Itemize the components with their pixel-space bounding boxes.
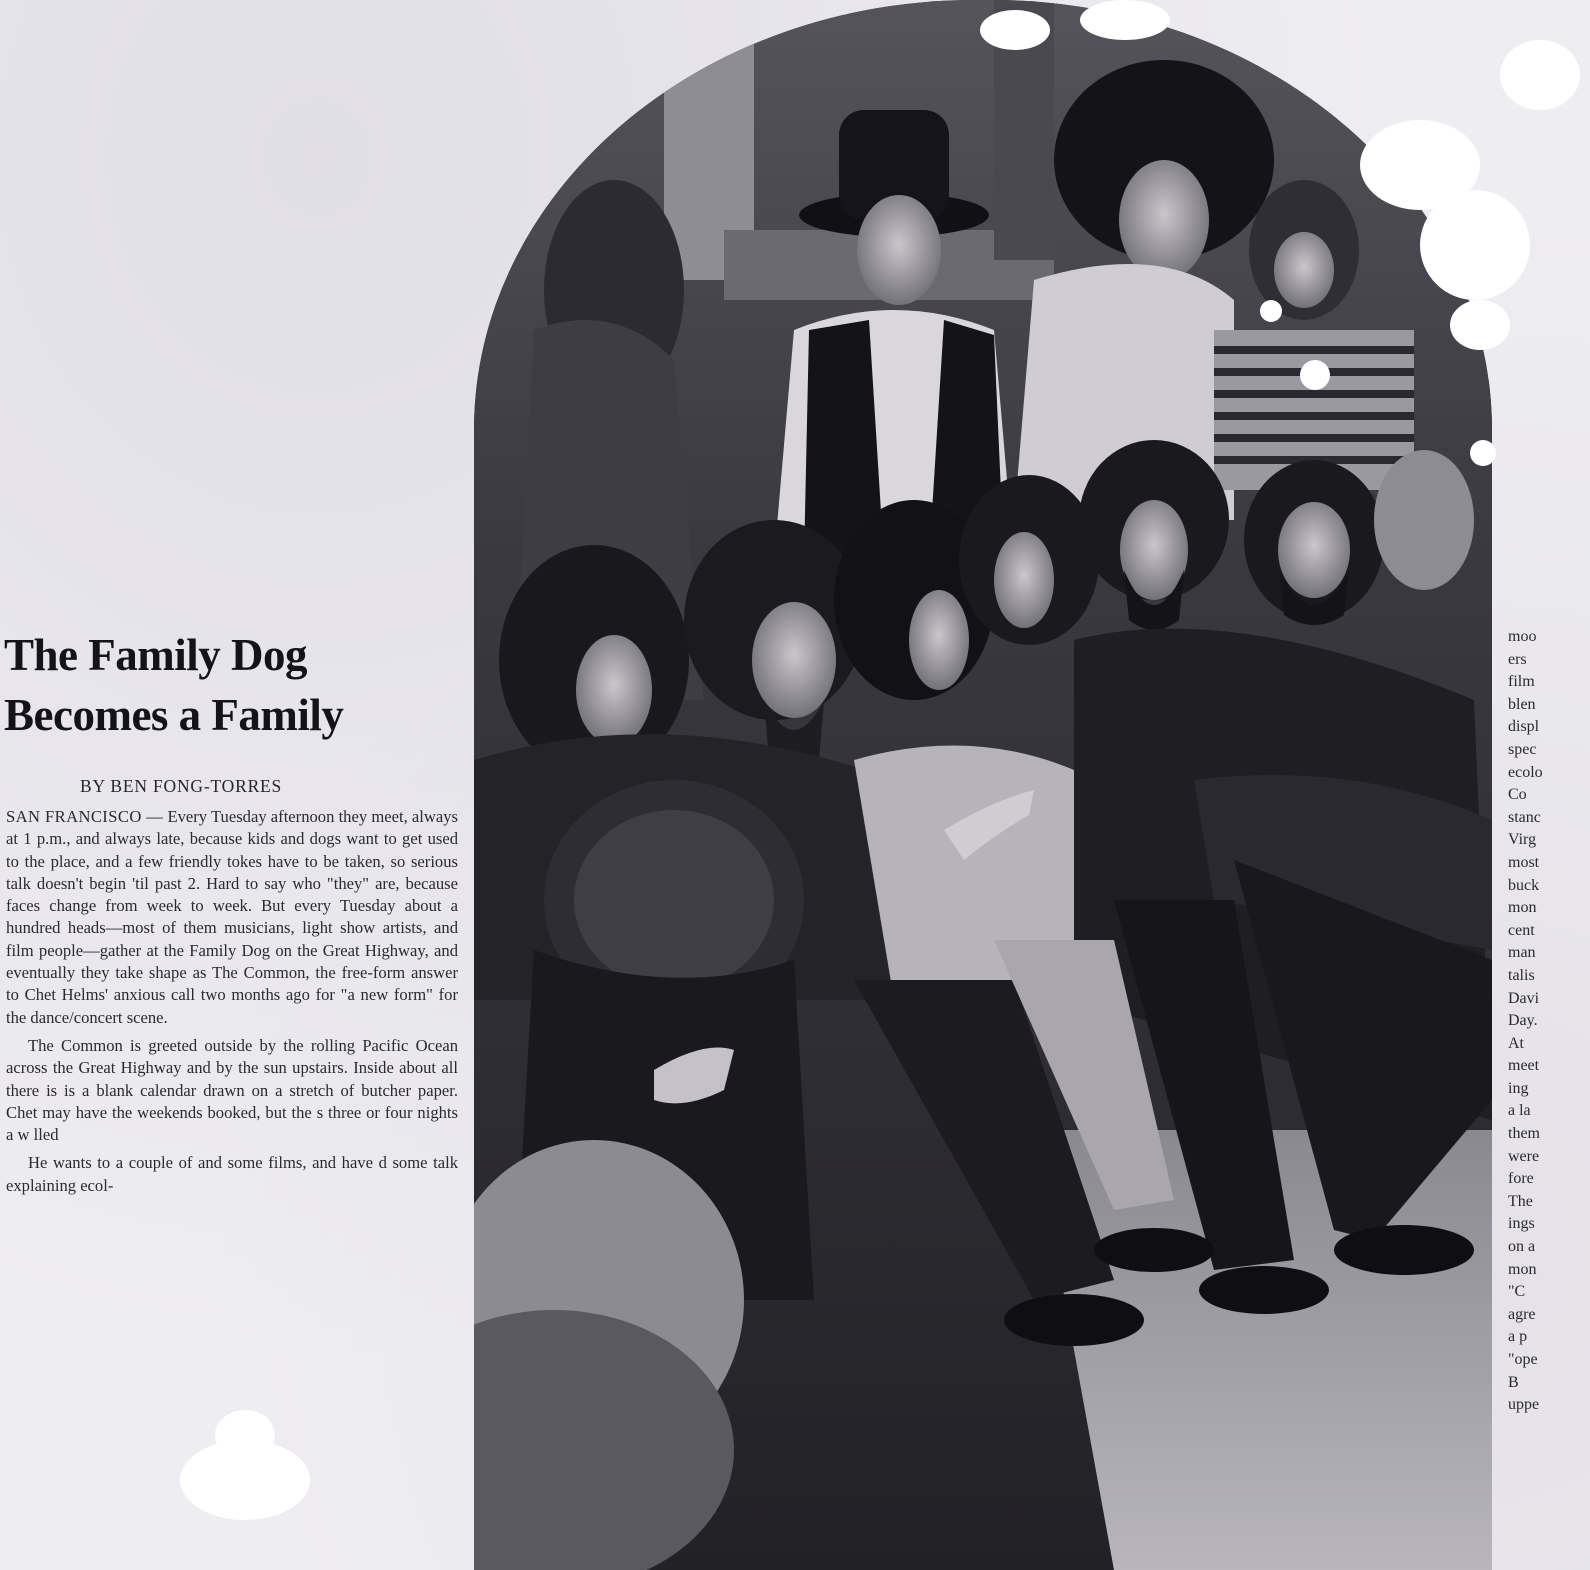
paper-damage-spot (980, 10, 1050, 50)
headline-line-1: The Family Dog (4, 630, 307, 680)
right-line: meet (1508, 1057, 1540, 1075)
right-line: talis (1508, 966, 1535, 984)
right-line: ecolo (1508, 763, 1543, 781)
right-line: cent (1508, 921, 1535, 939)
right-line: buck (1508, 876, 1540, 894)
right-line: mon (1508, 899, 1537, 917)
paragraph-1-text: Every Tuesday afternoon they meet, always at 1 p.m., and always late, because kids and dogs want to get used to the place, and a few friendly tokes have to be taken, so serious talk doesn't begin 'til past 2. Hard to say who "they" are, because faces change from week to week. But every Tuesday about a hundred heads—most of them musicians, light show artists, and film people—gather at the Family Dog on the Great Highway, and eventually they take shape as The Common, the free-form answer to Chet Helms' anxious call two months ago for "a new form" for the dance/concert scene. (6, 807, 458, 1027)
paragraph-3: He wants to a couple of and some films, and have d some talk explaining ecol- (6, 1153, 458, 1195)
headline-line-2: Becomes a Family (4, 690, 344, 740)
right-line: The (1508, 1192, 1533, 1210)
paper-damage-spot (1300, 360, 1330, 390)
right-line: spec (1508, 740, 1537, 758)
dateline: SAN FRANCISCO — (6, 807, 164, 826)
photo-illustration (474, 0, 1492, 1570)
byline: BY BEN FONG-TORRES (80, 776, 283, 796)
paper-damage-spot (1420, 190, 1530, 300)
paper-damage-spot (1450, 300, 1510, 350)
paper-damage-spot (1500, 40, 1580, 110)
paper-damage-spot (215, 1410, 275, 1460)
right-line: ing (1508, 1079, 1529, 1097)
paper-damage-spot (1260, 300, 1282, 322)
adjacent-column-fragment (1508, 626, 1590, 1417)
right-line: stanc (1508, 808, 1541, 826)
right-line: Virg (1508, 831, 1537, 849)
right-line: Davi (1508, 989, 1540, 1007)
paragraph-2: The Common is greeted outside by the rolling Pacific Ocean across the Great Highway and by the sun upstairs. Inside about all there is is a blank calendar drawn on a stretch of butcher paper. Chet may have the weekends booked, but the s three or four nights a w lled (6, 1035, 458, 1145)
paper-damage-spot (1470, 440, 1496, 466)
right-line: were (1508, 1147, 1540, 1165)
article-body-column (6, 806, 458, 1203)
right-line: Co (1508, 786, 1527, 804)
right-line: film (1508, 673, 1535, 691)
right-line: ings (1508, 1215, 1535, 1233)
right-line: displ (1508, 718, 1540, 736)
right-line: most (1508, 853, 1540, 871)
right-line: fore (1508, 1170, 1534, 1188)
paragraph-1 (6, 806, 458, 1029)
right-line: man (1508, 944, 1536, 962)
paper-damage-spot (1080, 0, 1170, 40)
right-line: ers (1508, 650, 1527, 668)
right-line: "ope (1508, 1351, 1538, 1368)
right-line: moo (1508, 628, 1537, 645)
right-line: Day. (1508, 1012, 1538, 1030)
right-line: blen (1508, 695, 1536, 713)
right-line: on a (1508, 1238, 1536, 1256)
right-line: a p (1508, 1328, 1528, 1346)
right-line: At (1508, 1034, 1524, 1052)
right-line: "C (1508, 1283, 1526, 1301)
right-line: mon (1508, 1260, 1537, 1278)
right-line: agre (1508, 1305, 1536, 1323)
right-line: B (1508, 1373, 1519, 1391)
right-line: uppe (1508, 1396, 1540, 1414)
right-line: them (1508, 1125, 1540, 1143)
news-photo-gathering (474, 0, 1492, 1570)
headline (4, 625, 464, 745)
right-line: a la (1508, 1102, 1531, 1120)
